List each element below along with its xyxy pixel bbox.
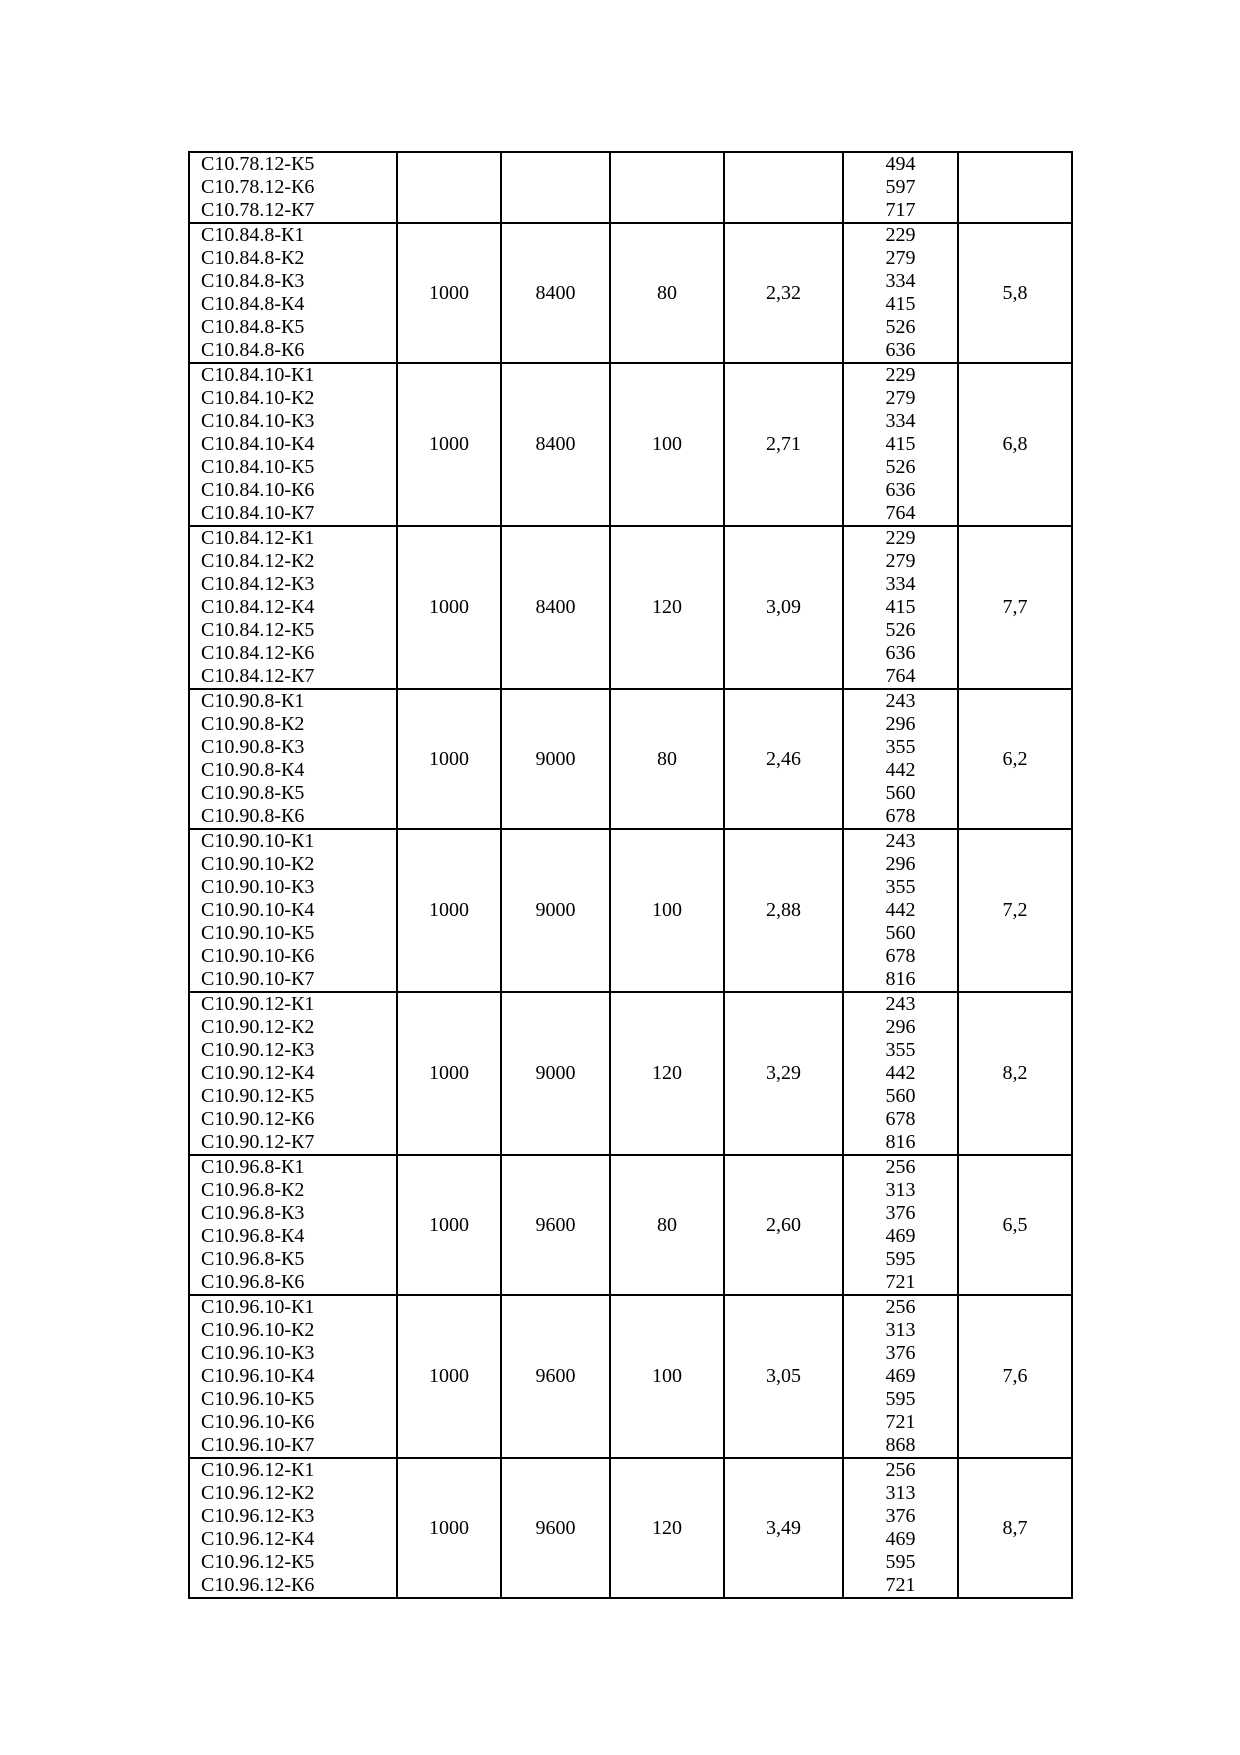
mass-cell: 2,60	[724, 1155, 843, 1295]
mark-code: С10.84.10-К4	[201, 433, 315, 455]
load-value: 868	[885, 1434, 916, 1456]
volume-cell: 6,2	[958, 689, 1072, 829]
load-value: 721	[885, 1411, 916, 1433]
thickness-cell: 100	[610, 363, 724, 526]
mark-code: С10.84.10-К5	[201, 456, 315, 478]
mark-cell	[189, 223, 397, 363]
table-row	[189, 689, 1072, 829]
mass-cell: 2,71	[724, 363, 843, 526]
width-cell: 1000	[397, 829, 501, 992]
width-cell: 1000	[397, 689, 501, 829]
load-value: 355	[885, 1039, 916, 1061]
mark-code: С10.90.10-К5	[201, 922, 315, 944]
load-values-cell	[843, 526, 958, 689]
load-values-cell	[843, 992, 958, 1155]
volume-cell: 7,2	[958, 829, 1072, 992]
table-row	[189, 152, 1072, 223]
mark-cell	[189, 689, 397, 829]
mark-code: С10.84.8-К2	[201, 247, 305, 269]
load-values-cell	[843, 689, 958, 829]
load-value: 355	[885, 876, 916, 898]
length-cell: 9600	[501, 1458, 610, 1598]
mark-cell	[189, 829, 397, 992]
load-value: 442	[885, 1062, 916, 1084]
load-value: 243	[885, 690, 916, 712]
mark-cell	[189, 152, 397, 223]
length-cell: 9000	[501, 992, 610, 1155]
table-row	[189, 1155, 1072, 1295]
table-row	[189, 1295, 1072, 1458]
mark-code: С10.96.8-К1	[201, 1156, 305, 1178]
spec-table	[188, 151, 1073, 1599]
load-value: 442	[885, 899, 916, 921]
mark-code: С10.90.8-К3	[201, 736, 305, 758]
mark-code: С10.78.12-К7	[201, 199, 315, 221]
load-value: 256	[885, 1156, 916, 1178]
mark-code: С10.84.8-К6	[201, 339, 305, 361]
load-values-cell	[843, 152, 958, 223]
mark-code: С10.84.12-К7	[201, 665, 315, 687]
mark-code: С10.90.8-К4	[201, 759, 305, 781]
length-cell: 9600	[501, 1295, 610, 1458]
mark-code: С10.96.8-К2	[201, 1179, 305, 1201]
thickness-cell: 120	[610, 526, 724, 689]
table-row	[189, 829, 1072, 992]
load-value: 279	[885, 387, 916, 409]
load-value: 595	[885, 1551, 916, 1573]
mark-code: С10.90.12-К2	[201, 1016, 315, 1038]
mark-cell	[189, 992, 397, 1155]
load-value: 678	[885, 945, 916, 967]
load-value: 560	[885, 782, 916, 804]
load-value: 560	[885, 922, 916, 944]
load-value: 279	[885, 550, 916, 572]
volume-cell: 8,2	[958, 992, 1072, 1155]
mass-cell: 3,29	[724, 992, 843, 1155]
load-value: 229	[885, 364, 916, 386]
load-value: 296	[885, 853, 916, 875]
thickness-cell: 120	[610, 992, 724, 1155]
load-value: 313	[885, 1482, 916, 1504]
mark-code: С10.90.10-К4	[201, 899, 315, 921]
volume-cell: 5,8	[958, 223, 1072, 363]
thickness-cell: 100	[610, 829, 724, 992]
table-row	[189, 1458, 1072, 1598]
load-value: 334	[885, 573, 916, 595]
mark-code: С10.90.10-К7	[201, 968, 315, 990]
load-value: 764	[885, 502, 916, 524]
load-value: 717	[885, 199, 916, 221]
load-values-cell	[843, 1458, 958, 1598]
load-value: 376	[885, 1202, 916, 1224]
mark-code: С10.84.10-К7	[201, 502, 315, 524]
mark-code: С10.96.8-К3	[201, 1202, 305, 1224]
load-values-cell	[843, 829, 958, 992]
load-value: 229	[885, 224, 916, 246]
mark-code: С10.84.10-К2	[201, 387, 315, 409]
mark-code: С10.96.12-К4	[201, 1528, 315, 1550]
mark-code: С10.90.12-К4	[201, 1062, 315, 1084]
thickness-cell: 80	[610, 223, 724, 363]
load-value: 355	[885, 736, 916, 758]
volume-cell: 6,8	[958, 363, 1072, 526]
mark-code: С10.84.12-К6	[201, 642, 315, 664]
mark-code: С10.96.8-К6	[201, 1271, 305, 1293]
load-value: 334	[885, 270, 916, 292]
mark-code: С10.78.12-К6	[201, 176, 315, 198]
mark-code: С10.84.8-К4	[201, 293, 305, 315]
load-value: 229	[885, 527, 916, 549]
load-value: 595	[885, 1248, 916, 1270]
mark-code: С10.84.12-К1	[201, 527, 315, 549]
mass-cell: 3,05	[724, 1295, 843, 1458]
mark-code: С10.96.8-К4	[201, 1225, 305, 1247]
load-value: 678	[885, 1108, 916, 1130]
mark-code: С10.90.12-К5	[201, 1085, 315, 1107]
load-value: 243	[885, 993, 916, 1015]
load-value: 376	[885, 1342, 916, 1364]
load-value: 415	[885, 433, 916, 455]
mass-cell: 3,49	[724, 1458, 843, 1598]
mark-code: С10.90.10-К2	[201, 853, 315, 875]
mark-code: С10.96.12-К3	[201, 1505, 315, 1527]
mark-code: С10.84.12-К4	[201, 596, 315, 618]
load-value: 526	[885, 619, 916, 641]
length-cell: 9600	[501, 1155, 610, 1295]
mark-code: С10.96.10-К3	[201, 1342, 315, 1364]
load-value: 816	[885, 1131, 916, 1153]
load-value: 256	[885, 1459, 916, 1481]
load-value: 469	[885, 1225, 916, 1247]
mark-code: С10.78.12-К5	[201, 153, 315, 175]
load-value: 442	[885, 759, 916, 781]
mark-code: С10.96.10-К7	[201, 1434, 315, 1456]
mark-cell	[189, 1155, 397, 1295]
load-value: 636	[885, 642, 916, 664]
mark-code: С10.96.12-К1	[201, 1459, 315, 1481]
width-cell: 1000	[397, 526, 501, 689]
load-value: 243	[885, 830, 916, 852]
mark-code: С10.90.12-К7	[201, 1131, 315, 1153]
mark-code: С10.84.10-К6	[201, 479, 315, 501]
load-value: 595	[885, 1388, 916, 1410]
volume-cell: 7,7	[958, 526, 1072, 689]
load-values-cell	[843, 1295, 958, 1458]
thickness-cell: 80	[610, 1155, 724, 1295]
mark-code: С10.90.8-К6	[201, 805, 305, 827]
width-cell: 1000	[397, 1155, 501, 1295]
load-value: 526	[885, 456, 916, 478]
width-cell: 1000	[397, 992, 501, 1155]
mark-code: С10.96.10-К2	[201, 1319, 315, 1341]
volume-cell	[958, 152, 1072, 223]
load-values-cell	[843, 363, 958, 526]
spec-table-body	[189, 152, 1072, 1598]
mark-code: С10.96.12-К6	[201, 1574, 315, 1596]
mark-code: С10.96.10-К4	[201, 1365, 315, 1387]
load-value: 494	[885, 153, 916, 175]
width-cell	[397, 152, 501, 223]
mass-cell: 2,88	[724, 829, 843, 992]
length-cell: 8400	[501, 223, 610, 363]
load-value: 636	[885, 479, 916, 501]
mark-code: С10.84.12-К5	[201, 619, 315, 641]
mark-cell	[189, 363, 397, 526]
mass-cell	[724, 152, 843, 223]
width-cell: 1000	[397, 1295, 501, 1458]
load-value: 296	[885, 713, 916, 735]
mark-code: С10.84.8-К5	[201, 316, 305, 338]
mark-code: С10.90.10-К3	[201, 876, 315, 898]
load-value: 560	[885, 1085, 916, 1107]
mark-code: С10.96.10-К1	[201, 1296, 315, 1318]
load-value: 678	[885, 805, 916, 827]
load-value: 334	[885, 410, 916, 432]
mark-code: С10.84.10-К1	[201, 364, 315, 386]
mark-code: С10.90.10-К6	[201, 945, 315, 967]
mark-code: С10.90.8-К2	[201, 713, 305, 735]
load-value: 469	[885, 1528, 916, 1550]
mark-code: С10.90.8-К5	[201, 782, 305, 804]
load-value: 469	[885, 1365, 916, 1387]
thickness-cell: 120	[610, 1458, 724, 1598]
mark-code: С10.84.12-К3	[201, 573, 315, 595]
load-values-cell	[843, 223, 958, 363]
load-value: 296	[885, 1016, 916, 1038]
load-value: 721	[885, 1574, 916, 1596]
mark-code: С10.90.12-К3	[201, 1039, 315, 1061]
mark-code: С10.84.12-К2	[201, 550, 315, 572]
mark-cell	[189, 526, 397, 689]
load-value: 376	[885, 1505, 916, 1527]
mass-cell: 3,09	[724, 526, 843, 689]
load-value: 764	[885, 665, 916, 687]
mark-cell	[189, 1295, 397, 1458]
load-value: 313	[885, 1319, 916, 1341]
mass-cell: 2,46	[724, 689, 843, 829]
volume-cell: 6,5	[958, 1155, 1072, 1295]
mark-code: С10.90.8-К1	[201, 690, 305, 712]
width-cell: 1000	[397, 223, 501, 363]
mass-cell: 2,32	[724, 223, 843, 363]
thickness-cell: 80	[610, 689, 724, 829]
width-cell: 1000	[397, 363, 501, 526]
mark-code: С10.90.10-К1	[201, 830, 315, 852]
length-cell	[501, 152, 610, 223]
width-cell: 1000	[397, 1458, 501, 1598]
table-row	[189, 526, 1072, 689]
thickness-cell: 100	[610, 1295, 724, 1458]
mark-code: С10.96.10-К6	[201, 1411, 315, 1433]
load-value: 721	[885, 1271, 916, 1293]
table-row	[189, 363, 1072, 526]
mark-code: С10.96.8-К5	[201, 1248, 305, 1270]
load-value: 313	[885, 1179, 916, 1201]
volume-cell: 7,6	[958, 1295, 1072, 1458]
mark-code: С10.84.8-К1	[201, 224, 305, 246]
thickness-cell	[610, 152, 724, 223]
length-cell: 9000	[501, 829, 610, 992]
load-value: 415	[885, 596, 916, 618]
volume-cell: 8,7	[958, 1458, 1072, 1598]
mark-code: С10.96.12-К5	[201, 1551, 315, 1573]
mark-code: С10.84.8-К3	[201, 270, 305, 292]
load-value: 526	[885, 316, 916, 338]
length-cell: 8400	[501, 526, 610, 689]
mark-cell	[189, 1458, 397, 1598]
mark-code: С10.96.12-К2	[201, 1482, 315, 1504]
table-row	[189, 223, 1072, 363]
load-value: 597	[885, 176, 916, 198]
load-value: 816	[885, 968, 916, 990]
load-value: 636	[885, 339, 916, 361]
length-cell: 9000	[501, 689, 610, 829]
load-value: 415	[885, 293, 916, 315]
load-value: 279	[885, 247, 916, 269]
load-value: 256	[885, 1296, 916, 1318]
mark-code: С10.90.12-К6	[201, 1108, 315, 1130]
load-values-cell	[843, 1155, 958, 1295]
length-cell: 8400	[501, 363, 610, 526]
mark-code: С10.90.12-К1	[201, 993, 315, 1015]
mark-code: С10.84.10-К3	[201, 410, 315, 432]
table-row	[189, 992, 1072, 1155]
mark-code: С10.96.10-К5	[201, 1388, 315, 1410]
